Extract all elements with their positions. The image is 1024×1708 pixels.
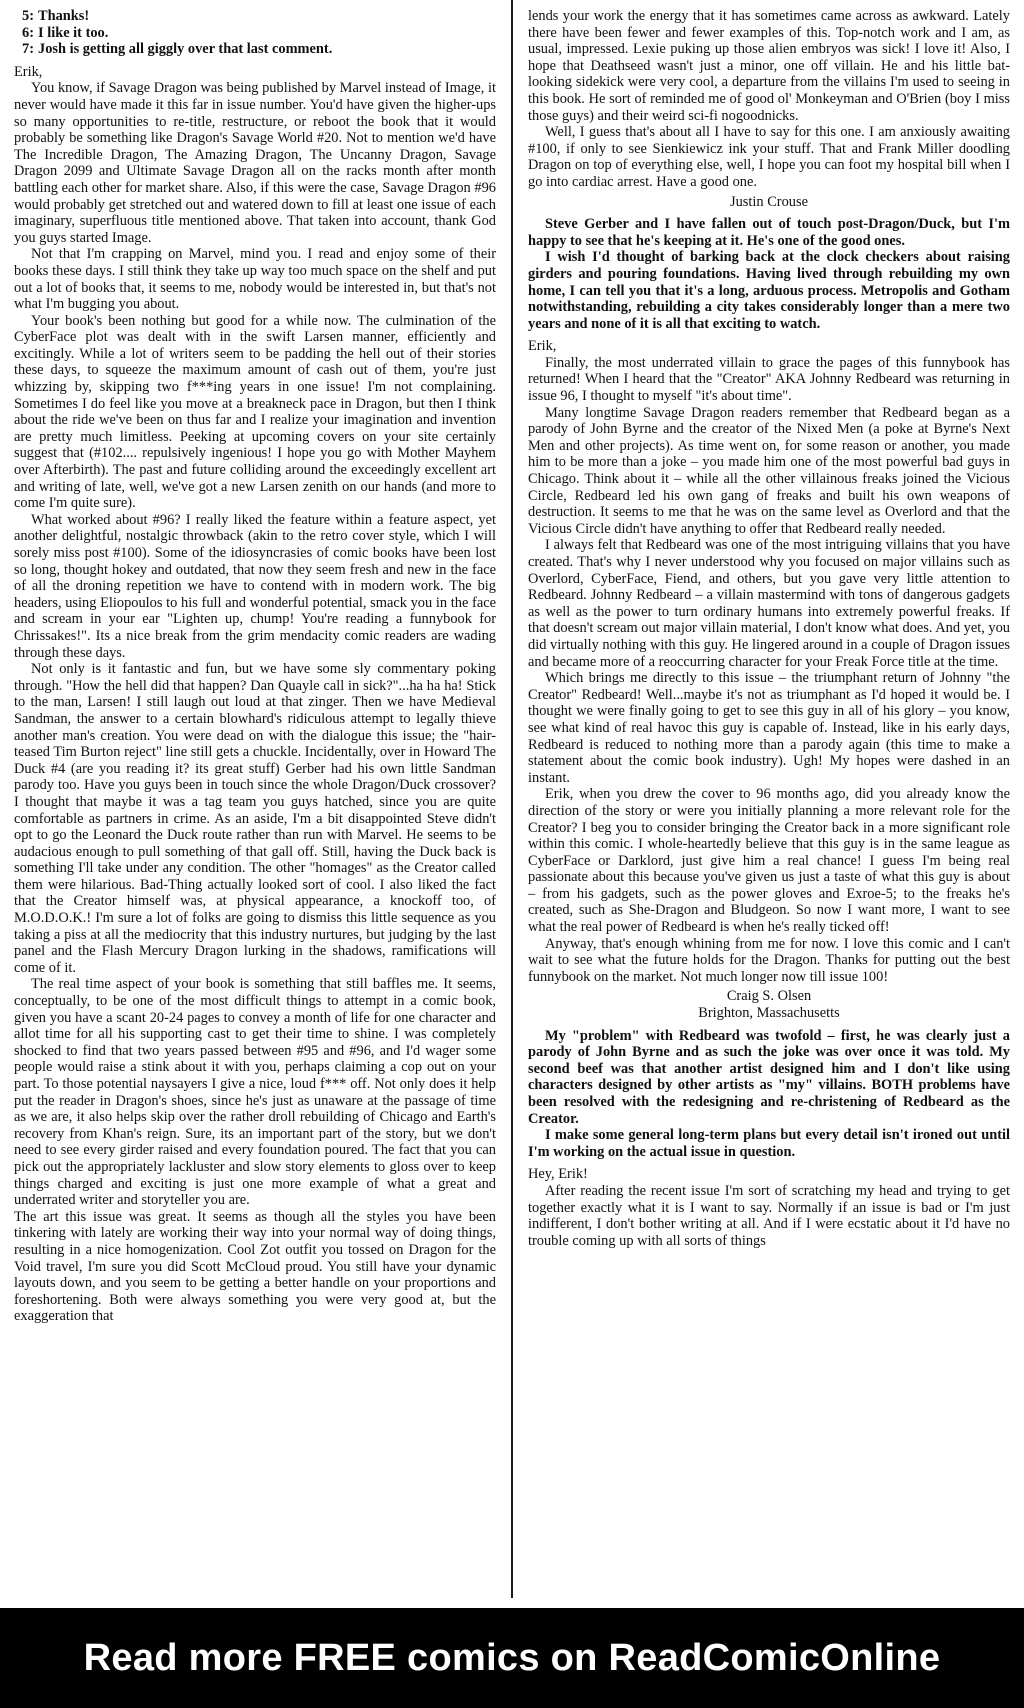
left-column bbox=[14, 8, 496, 1598]
promo-banner[interactable] bbox=[0, 1608, 1024, 1708]
editor-reply: I make some general long-term plans but every detail isn't ironed out until I'm working on the actual issue in question. bbox=[528, 1127, 1010, 1160]
letter-paragraph: After reading the recent issue I'm sort of scratching my head and trying to get together exactly what it is I want to say. Normally if an issue is bad or I'm just indifferent, I don't bother writing at all. And if I were ecstatic about it I'd have no trouble coming up with all sorts of things bbox=[528, 1182, 1010, 1249]
letter-greeting: Erik, bbox=[14, 63, 43, 80]
promo-banner-text: Read more FREE comics on ReadComicOnline bbox=[83, 1636, 941, 1679]
letter-paragraph: What worked about #96? I really liked the feature within a feature aspect, yet another delightful, nostalgic throwback (akin to the retro cover style, which I will sorely miss post #100). Some of the idiosyncrasies of comic books have been lost so long, thought hokey and outdated, that now they seem fresh and new in the face of all the droning repetition we have to contend with in modern work. The big headers, using Eliopoulos to his full and wonderful potential, smack you in the face and scream in your ear "Lighten up, chump! You're reading a funnybook for Chrissakes!". Its a nice break from the grim mendacity comic readers are wading through these days. bbox=[14, 511, 496, 661]
letter-paragraph: Your book's been nothing but good for a while now. The culmination of the CyberFace plot was dealt with in the swift Larsen manner, efficiently and excitingly. While a lot of writers seem to be padding the hell out of their stories these days, to squeeze the maximum amount of cash out of them, you're just whizzing by, skipping two f***ing years in one issue! I'm not complaining. Sometimes I do feel like you move at a breakneck pace in Dragon, but then I think about the ride we've been on thus far and I realize your imagination and invention are pretty much limitless. Peeking at upcoming covers on your site certainly suggest that (#102.... repulsively ingenious! I hope you go with Mother Mayhem over Afterbirth). The past and future colliding around the exceedingly excellent art and writing of late, well, we've got a new Larsen zenith on our hands (and more to come I'm quite sure). bbox=[14, 312, 496, 512]
editor-reply: Steve Gerber and I have fallen out of touch post-Dragon/Duck, but I'm happy to see that he's keeping at it. He's one of the good ones. bbox=[528, 216, 1010, 249]
letter-paragraph: The art this issue was great. It seems as though all the styles you have been tinkering with lately are working their way into your normal way of doing things, resulting in a nice homogenization. Cool Zot outfit you tossed on Dragon for the Void travel, I'm sure you did Scott McCloud proud. You still have your dynamic layouts down, and you seem to be getting a better handle on your proportions and foreshortening. Both were always something you were very good at, but the exaggeration that bbox=[14, 1208, 496, 1325]
letter-paragraph: Erik, when you drew the cover to 96 months ago, did you already know the direction of the story or were you initially planning a more relevant role for the Creator? I beg you to consider bringing the Creator back in a more significant role within this comic. I whole-heartedly believe that this guy is in the same league as CyberFace or Darklord, just give him a real chance! I guess I'm being real passionate about this because you've given us just a taste of what this guy is about – from his gadgets, such as the power gloves and Exroe-5; to the freaks he's created, such as She-Dragon and Bludgeon. So now I want more, I want to see what the real power of Redbeard is when he's really ticked off! bbox=[528, 786, 1010, 936]
letter-signature-name: Craig S. Olsen bbox=[726, 988, 812, 1005]
letters-columns bbox=[14, 8, 1010, 1598]
reply-list-item: 6: I like it too. bbox=[22, 24, 109, 41]
letter-paragraph: lends your work the energy that it has sometimes came across as awkward. Lately there have been fewer and fewer examples of this. Top-notch work and I am, as usual, impressed. Lexie puking up those alien embryos was sick! I love it! Also, I hope that Deathseed wasn't just a minor, one off villain. He and his little bat-looking sidekick were very cool, a departure from the villains I'm used to seeing in this book. He sort of reminded me of good ol' Monkeyman and O'Brien (boy I miss those guys) and their weird sci-fi nogoodnicks. bbox=[528, 8, 1010, 124]
editor-reply: I wish I'd thought of barking back at the clock checkers about raising girders and pouring foundations. Having lived through rebuilding my own home, I can tell you that it's a long, arduous process. Metropolis and Gotham notwithstanding, rebuilding a city takes considerably longer than a mere two years and none of it is all that exciting to watch. bbox=[528, 249, 1010, 332]
right-column bbox=[528, 8, 1010, 1598]
editor-reply: My "problem" with Redbeard was twofold – first, he was clearly just a parody of John Byrne and as such the joke was over once it was told. My second beef was that another artist designed him and I don't like using characters designed by other artists as "my" villains. BOTH problems have been resolved with the redesigning and re-christening of Redbeard as the Creator. bbox=[528, 1027, 1010, 1127]
reply-list-item: 7: Josh is getting all giggly over that last comment. bbox=[22, 41, 333, 58]
letter-signature-place: Brighton, Massachusetts bbox=[698, 1005, 840, 1022]
letter-paragraph: You know, if Savage Dragon was being published by Marvel instead of Image, it never would have made it this far in issue number. You'd have given the higher-ups so many opportunities to re-title, restructure, or reboot the book that it would probably be something like Dragon's Savage World #20. Not to mention we'd have The Incredible Dragon, The Amazing Dragon, The Uncanny Dragon, Savage Dragon 2099 and Ultimate Savage Dragon all on the racks month after month battling each other for market share. Also, if this were the case, Savage Dragon #96 would probably get stretched out and watered down to fill at least one issue of each imaginary, superfluous title mentioned above. That taken into account, thank God you guys started Image. bbox=[14, 80, 496, 246]
letter-paragraph: The real time aspect of your book is something that still baffles me. It seems, conceptually, to be one of the most difficult things to attempt in a comic book, given you have a scant 20-24 pages to convey a month of life for one character and allot time for all his supporting cast to get their time to shine. I was completely shocked to find that two years passed between #95 and #96, and I'd wager some people would raise a stink about it with you, perhaps claiming a cop out on your part. To those potential naysayers I give a nice, loud f*** off. Not only does it help put the reader in Dragon's shoes, since he's just as unaware at the passage of time as we are, it also helps skip over the rather droll rebuilding of Chicago and Earth's recovery from Khan's reign. Sure, its an important part of the story, but we don't need to see every girder raised and every foundation poured. The fact that you can pick out the appropriately lackluster and slow story elements to gloss over to keep things charged and exciting is just one more example of what a great and underrated writer and storyteller you are. bbox=[14, 976, 496, 1209]
reply-list-item: 5: Thanks! bbox=[22, 8, 90, 24]
letter-signature: Justin Crouse bbox=[730, 193, 808, 210]
letter-paragraph: Finally, the most underrated villain to grace the pages of this funnybook has returned! When I heard that the "Creator" AKA Johnny Redbeard was returning in issue 96, I thought to myself "it's about time". bbox=[528, 354, 1010, 405]
letter-paragraph: Not that I'm crapping on Marvel, mind you. I read and enjoy some of their books these days. I still think they take up way too much space on the shelf and put out a lot of books that, it seems to me, nobody would be interested in, but that's not what I'm bugging you about. bbox=[14, 246, 496, 313]
letter-paragraph: Anyway, that's enough whining from me for now. I love this comic and I can't wait to see what the future holds for the Dragon. Thanks for putting out the best funnybook on the market. Not much longer now till issue 100! bbox=[528, 935, 1010, 985]
letter-paragraph: I always felt that Redbeard was one of the most intriguing villains that you have created. That's why I never understood why you focused on major villains such as Overlord, CyberFace, Fiend, and others, but you gave very little attention to Redbeard. Johnny Redbeard – a villain mastermind with tons of dangerous gadgets as well as the power to turn ordinary humans into extremely powerful freaks. If that doesn't scream out major villain material, I don't know what does. And yet, you did virtually nothing with this guy. He lingered around in a couple of Dragon issues and became more of a reoccurring character for your Freak Force title at the time. bbox=[528, 537, 1010, 670]
letter-paragraph: Not only is it fantastic and fun, but we have some sly commentary poking through. "How the hell did that happen? Dan Quayle call in sick?"...ha ha ha! Stick to the man, Larsen! I still laugh out loud at that zinger. Then we have Medieval Sandman, the answer to a certain blowhard's ridiculous attempt to legally thieve another man's creation. You were dead on with the dialogue this issue; the "hair-teased Tim Burton reject" line still gets a chuckle. Incidentally, over in Howard The Duck #4 (are you reading it? its great stuff) Gerber had his own little Sandman parody too. Have you guys been in touch since the whole Dragon/Duck crossover? I thought that maybe it was a tag team you guys hatched, since you are quite comfortable as partners in crime. As an aside, I'm a bit disappointed Steve didn't opt to go the Leonard the Duck route rather than run with Marvel. He seems to be audacious enough to pull something of that gall off. Still, having the Duck back is something I'll take under any condition. The other "homages" as the Creator called them were hilarious. Bad-Thing actually looked sort of cool. I also liked the fact that the Creator himself was, at physical appearance, a knockoff too, of M.O.D.O.K.! I'm sure a lot of folks are going to dismiss this little sequence as you taking a piss at all the mediocrity that this industry nurtures, but judging by the last panel and the Flash Mercury Dragon lurking in the shadows, ramifications will come of it. bbox=[14, 661, 496, 976]
letter-paragraph: Well, I guess that's about all I have to say for this one. I am anxiously awaiting #100, if only to see Sienkiewicz ink your stuff. That and Frank Miller doodling Dragon on top of everything else, well, I hope you can foot my hospital bill when I go into cardiac arrest. Have a good one. bbox=[528, 124, 1010, 190]
letter-greeting: Erik, bbox=[528, 338, 557, 355]
letter-paragraph: Which brings me directly to this issue – the triumphant return of Johnny "the Creator" Redbeard! Well...maybe it's not as triumphant as I'd hoped it would be. I thought we were finally going to get to see this guy in all of his glory – you know, see what kind of real havoc this guy is capable of. Instead, like in his early days, Redbeard is reduced to nothing more than a parody again (this time to make a statement about the comic book industry). Ugh! My hopes were dashed in an instant. bbox=[528, 670, 1010, 786]
letter-greeting: Hey, Erik! bbox=[528, 1166, 588, 1183]
letter-paragraph: Many longtime Savage Dragon readers remember that Redbeard began as a parody of John Byrne and the creator of the Nixed Men (a poke at Byrne's Next Men and other projects). As time went on, for some reason or another, you made him to be more than a joke – you made him one of the most powerful bad guys in Chicago. Think about it – while all the other villainous freaks joined the Vicious Circle, Redbeard led his own gang of freaks and built his own weapons of destruction. It seems to me that he was on the same level as Overlord and that the Vicious Circle didn't have anything to offer that Redbeard really needed. bbox=[528, 404, 1010, 537]
editor-reply-list bbox=[14, 8, 496, 58]
